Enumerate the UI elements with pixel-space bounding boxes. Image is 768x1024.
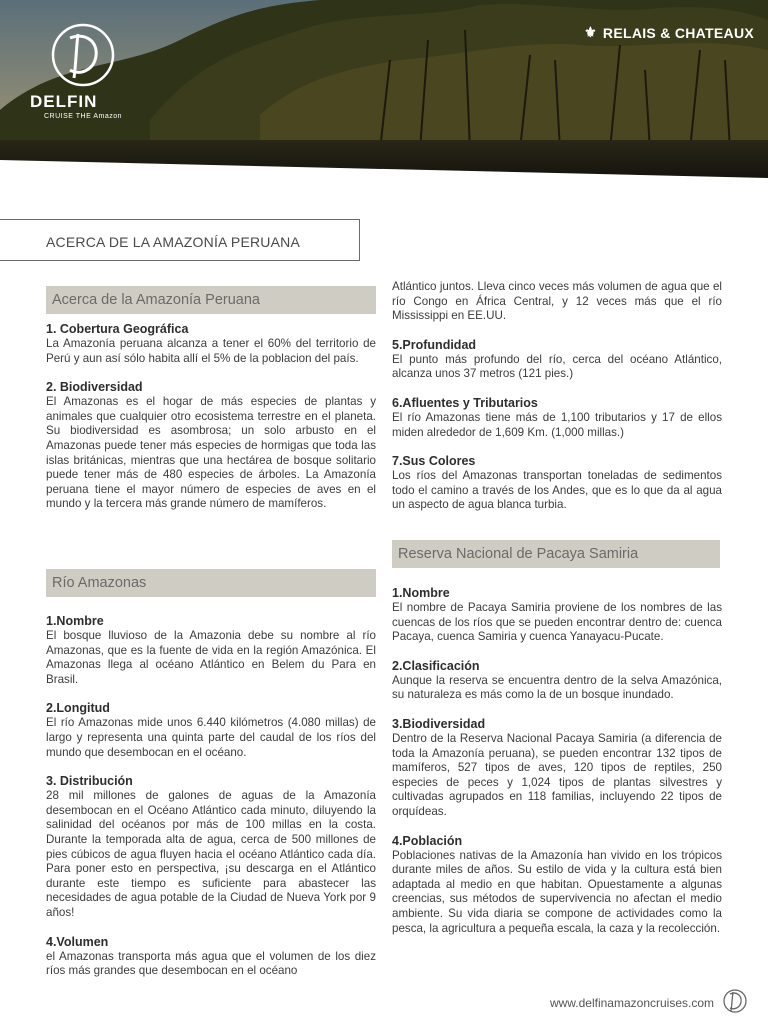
brand-name: DELFIN <box>30 92 98 111</box>
paragraph-cobertura: La Amazonía peruana alcanza a tener el 60% del territorio de Perú y aun así sólo habita allí el 5% de la poblacion del país. <box>46 337 376 365</box>
paragraph-afluentes: El río Amazonas tiene más de 1,100 tributarios y 17 de ellos miden alrededor de 1,609 Km. (1,000 millas.) <box>392 410 722 439</box>
section-acerca <box>46 322 376 512</box>
paragraph-clasificacion: Aunque la reserva se encuentra dentro de la selva Amazónica, su naturaleza es más como la de un bosque inundado. <box>392 673 722 702</box>
heading-pacaya-biodiversidad: 3.Biodiversidad <box>392 716 486 731</box>
paragraph-pacaya-biodiversidad: Dentro de la Reserva Nacional Pacaya Samiria (a diferencia de toda la Amazonía peruana), se pueden encontrar 132 tipos de mamíferos, 527 tipos de aves, 120 tipos de reptiles, 250 especies de peces y 1,024 tipos de plantas silvestres y cultivadas agrupados en 118 familias, incluyendo 22 tipos de orquídeas. <box>392 731 722 818</box>
fleur-de-lis-icon: ⚜ <box>584 24 597 40</box>
heading-poblacion: 4.Población <box>392 833 463 848</box>
heading-profundidad: 5.Profundidad <box>392 337 477 352</box>
page-title: ACERCA DE LA AMAZONÍA PERUANA <box>46 234 300 250</box>
heading-volumen: 4.Volumen <box>46 934 109 949</box>
partner-name: RELAIS & CHATEAUX <box>602 24 754 41</box>
section-header-acerca: Acerca de la Amazonía Peruana <box>46 286 376 314</box>
heading-clasificacion: 2.Clasificación <box>392 658 480 673</box>
paragraph-volumen: el Amazonas transporta más agua que el volumen de los diez ríos más grandes que desembocan en el océano <box>46 949 376 978</box>
page-title-box <box>0 219 360 261</box>
section-header-rio-amazonas: Río Amazonas <box>46 569 376 597</box>
delfin-mark-icon <box>722 986 748 1016</box>
section-pacaya-samiria <box>392 586 722 936</box>
heading-colores: 7.Sus Colores <box>392 454 476 469</box>
heading-cobertura: 1. Cobertura Geográfica <box>46 322 189 336</box>
paragraph-longitud: El río Amazonas mide unos 6.440 kilómetros (4.080 millas) de largo y representa una quinta parte del caudal de los ríos del mundo que desembocan en el océano. <box>46 716 376 759</box>
delfin-logo-icon <box>28 20 138 90</box>
partner-badge <box>584 24 754 41</box>
paragraph-distribucion: 28 mil millones de galones de aguas de la Amazonía desembocan en el Océano Atlántico cada minuto, diluyendo la salinidad del océanos por más de 100 millas en la costa. Durante la temporada alta de agua, cerca de 500 millones de pies cúbicos de agua fluyen hacia el océano Atlántico cada día. Para poner esto en perspectiva, ¡su descarga en el Atlántico durante este tiempo es suficiente para abastecer las necesidades de agua potable de la Ciudad de Nueva York por 9 años! <box>46 789 376 919</box>
section-rio-amazonas <box>46 614 376 979</box>
paragraph-profundidad: El punto más profundo del río, cerca del océano Atlántico, alcanza unos 37 metros (121 pies.) <box>392 352 722 381</box>
heading-nombre: 1.Nombre <box>46 614 104 628</box>
heading-afluentes: 6.Afluentes y Tributarios <box>392 395 538 410</box>
section-rio-continued <box>392 280 722 513</box>
footer-url[interactable]: www.delfinamazoncruises.com <box>549 996 714 1010</box>
section-header-pacaya-samiria: Reserva Nacional de Pacaya Samiria <box>392 540 720 568</box>
paragraph-biodiversidad: El Amazonas es el hogar de más especies de plantas y animales que cualquier otro ecosistema terrestre en el planeta. Su biodiversidad es asombrosa; un solo arbusto en el Amazonas puede tener más especies de hormigas que toda las islas británicas, mientras que una hectárea de bosque solitario puede tener más de 480 especies de árboles. La Amazonía peruana tiene el mayor número de especies de aves en el mundo y la tercera más grande número de mamíferos. <box>46 395 376 511</box>
hero-banner <box>0 0 768 215</box>
paragraph-pacaya-nombre: El nombre de Pacaya Samiria proviene de los nombres de las cuencas de los ríos que se pueden encontrar dentro de: cuenca Pacaya, cuenca Samiria y cuenca Yanayacu-Pucate. <box>392 601 722 644</box>
paragraph-volumen-cont: Atlántico juntos. Lleva cinco veces más volumen de agua que el río Congo en África Central, y 12 veces más que el río Mississippi en EE.UU. <box>392 280 722 323</box>
heading-pacaya-nombre: 1.Nombre <box>392 586 450 600</box>
heading-biodiversidad: 2. Biodiversidad <box>46 380 143 395</box>
brand-tagline: CRUISE THE Amazon <box>44 113 123 120</box>
heading-longitud: 2.Longitud <box>46 701 110 716</box>
paragraph-nombre: El bosque lluvioso de la Amazonia debe su nombre al río Amazonas, que es la fuente de vida en la región Amazónica. El Amazonas llega al océano Atlántico en Belem du Para en Brasil. <box>46 629 376 686</box>
heading-distribucion: 3. Distribución <box>46 774 133 789</box>
paragraph-poblacion: Poblaciones nativas de la Amazonía han vivido en los trópicos durante miles de años. Su estilo de vida y la cultura está bien adaptada al medio en que habitan. Opuestamente a algunas creencias, sus métodos de supervivencia no afectan el medio ambiente. Su vida diaria se compone de actividades como la pesca, la agricultura a pequeña escala, la caza y la recolección. <box>392 848 722 935</box>
paragraph-colores: Los ríos del Amazonas transportan toneladas de sedimentos todo el camino a través de los Andes, que es lo que da al agua un aspecto de agua blanca turbia. <box>392 469 722 512</box>
